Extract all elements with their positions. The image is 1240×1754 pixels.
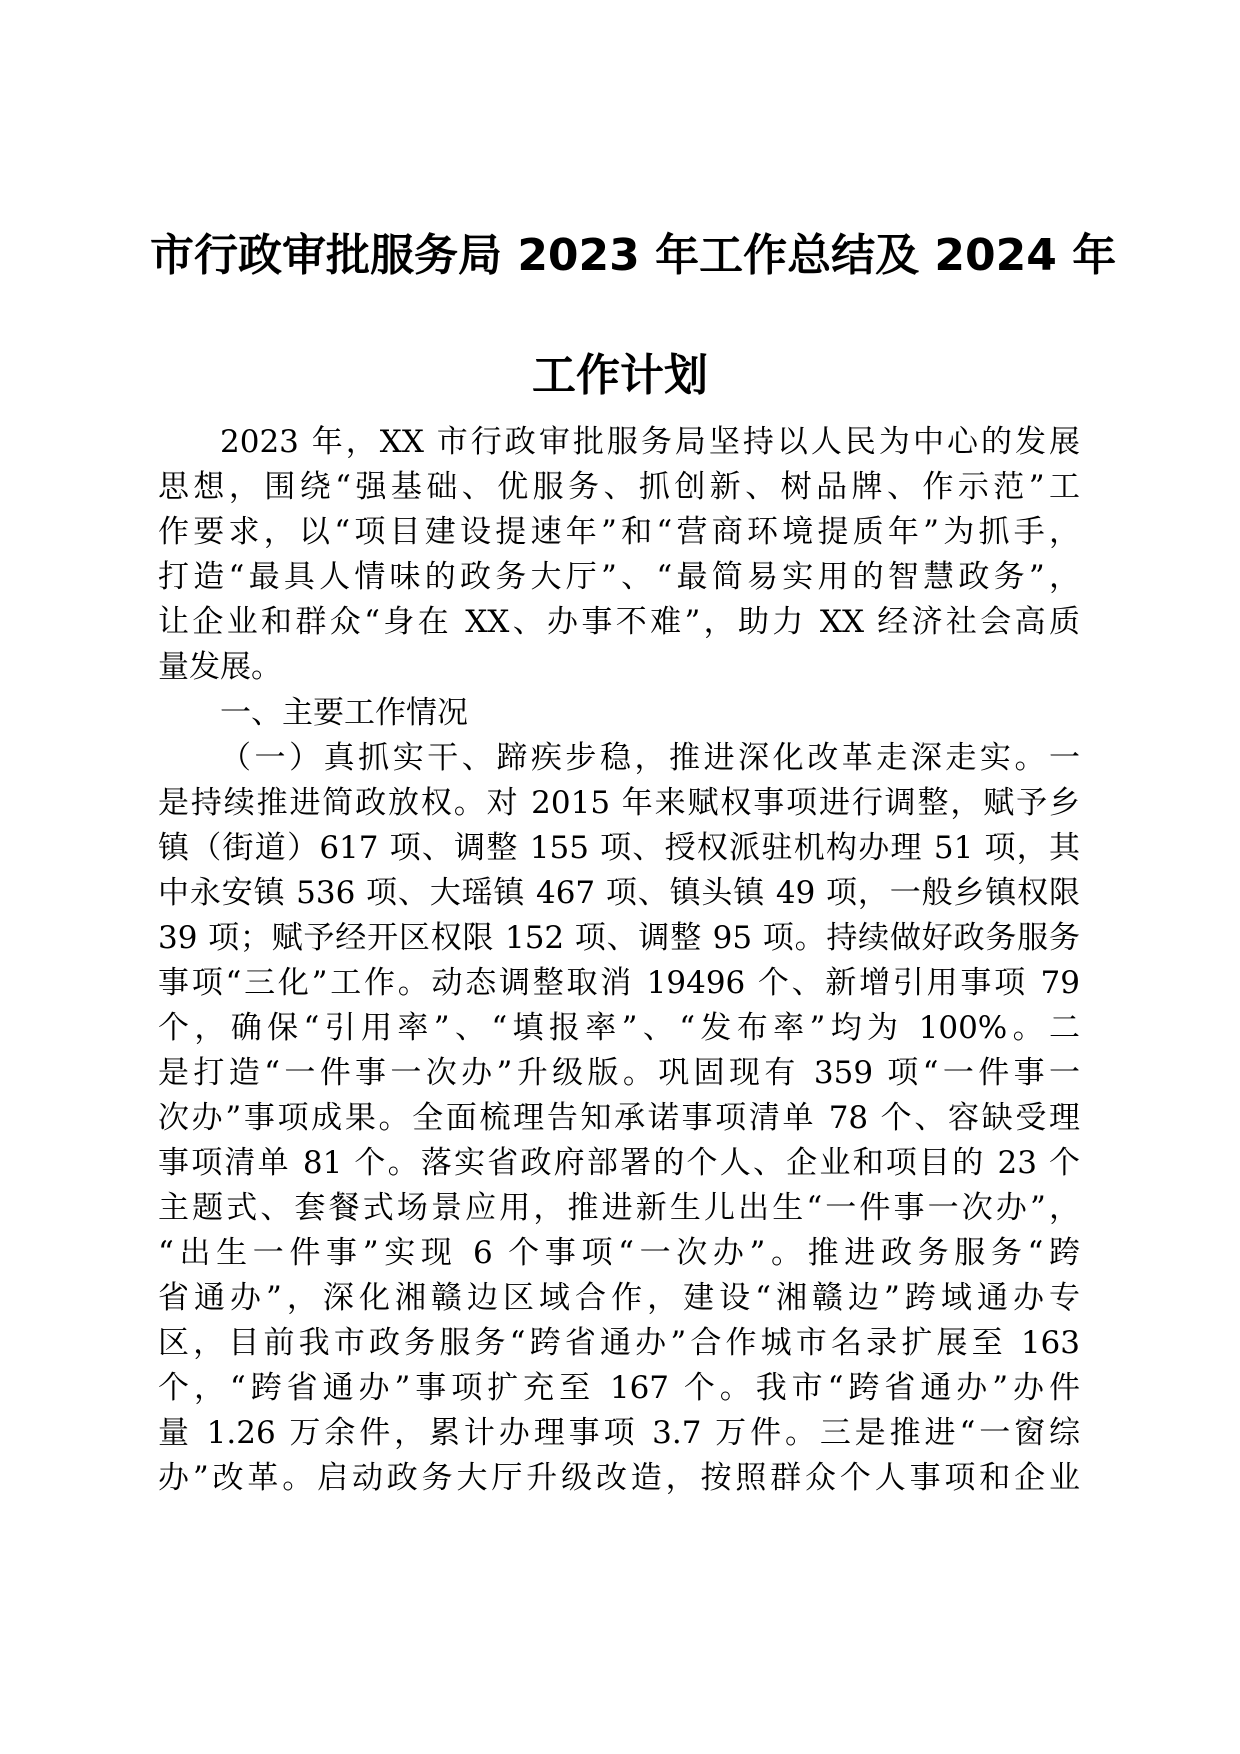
intro-paragraph-line: 2023 年，XX 市行政审批服务局坚持以人民为中心的发展 xyxy=(220,424,1080,460)
body-paragraph-line: 是打造“一件事一次办”升级版。巩固现有 359 项“一件事一 xyxy=(158,1055,1080,1091)
intro-paragraph-line: 打造“最具人情味的政务大厅”、“最简易实用的智慧政务”， xyxy=(158,559,1080,595)
body-paragraph-line: 个，确保“引用率”、“填报率”、“发布率”均为 100%。二 xyxy=(158,1010,1080,1046)
body-paragraph-line: 省通办”，深化湘赣边区域合作，建设“湘赣边”跨域通办专 xyxy=(158,1280,1080,1316)
section-heading: 一、主要工作情况 xyxy=(220,695,468,731)
body-paragraph-line: 39 项；赋予经开区权限 152 项、调整 95 项。持续做好政务服务 xyxy=(158,920,1080,956)
body-paragraph-line: 事项“三化”工作。动态调整取消 19496 个、新增引用事项 79 xyxy=(158,965,1080,1001)
body-paragraph-line: （一）真抓实干、蹄疾步稳，推进深化改革走深走实。一 xyxy=(220,740,1080,776)
body-paragraph-line: 是持续推进简政放权。对 2015 年来赋权事项进行调整，赋予乡 xyxy=(158,785,1080,821)
intro-paragraph-line: 思想，围绕“强基础、优服务、抓创新、树品牌、作示范”工 xyxy=(158,469,1080,505)
intro-paragraph-line: 量发展。 xyxy=(158,649,282,685)
body-paragraph-line: 主题式、套餐式场景应用，推进新生儿出生“一件事一次办”， xyxy=(158,1190,1080,1226)
intro-paragraph-line: 作要求，以“项目建设提速年”和“营商环境提质年”为抓手， xyxy=(158,514,1080,550)
body-paragraph-line: 镇（街道）617 项、调整 155 项、授权派驻机构办理 51 项，其 xyxy=(158,830,1080,866)
body-paragraph-line: 办”改革。启动政务大厅升级改造，按照群众个人事项和企业 xyxy=(158,1460,1080,1496)
body-paragraph-line: 个，“跨省通办”事项扩充至 167 个。我市“跨省通办”办件 xyxy=(158,1370,1080,1406)
intro-paragraph-line: 让企业和群众“身在 XX、办事不难”，助力 XX 经济社会高质 xyxy=(158,604,1080,640)
document-title-line-2: 工作计划 xyxy=(532,350,708,401)
body-paragraph-line: 中永安镇 536 项、大瑶镇 467 项、镇头镇 49 项，一般乡镇权限 xyxy=(158,875,1080,911)
body-paragraph-line: 量 1.26 万余件，累计办理事项 3.7 万件。三是推进“一窗综 xyxy=(158,1415,1080,1451)
body-paragraph-line: 事项清单 81 个。落实省政府部署的个人、企业和项目的 23 个 xyxy=(158,1145,1080,1181)
body-paragraph-line: “出生一件事”实现 6 个事项“一次办”。推进政务服务“跨 xyxy=(158,1235,1080,1271)
document-title-line-1: 市行政审批服务局 2023 年工作总结及 2024 年 xyxy=(150,230,1117,281)
body-paragraph-line: 区，目前我市政务服务“跨省通办”合作城市名录扩展至 163 xyxy=(158,1325,1080,1361)
body-paragraph-line: 次办”事项成果。全面梳理告知承诺事项清单 78 个、容缺受理 xyxy=(158,1100,1080,1136)
